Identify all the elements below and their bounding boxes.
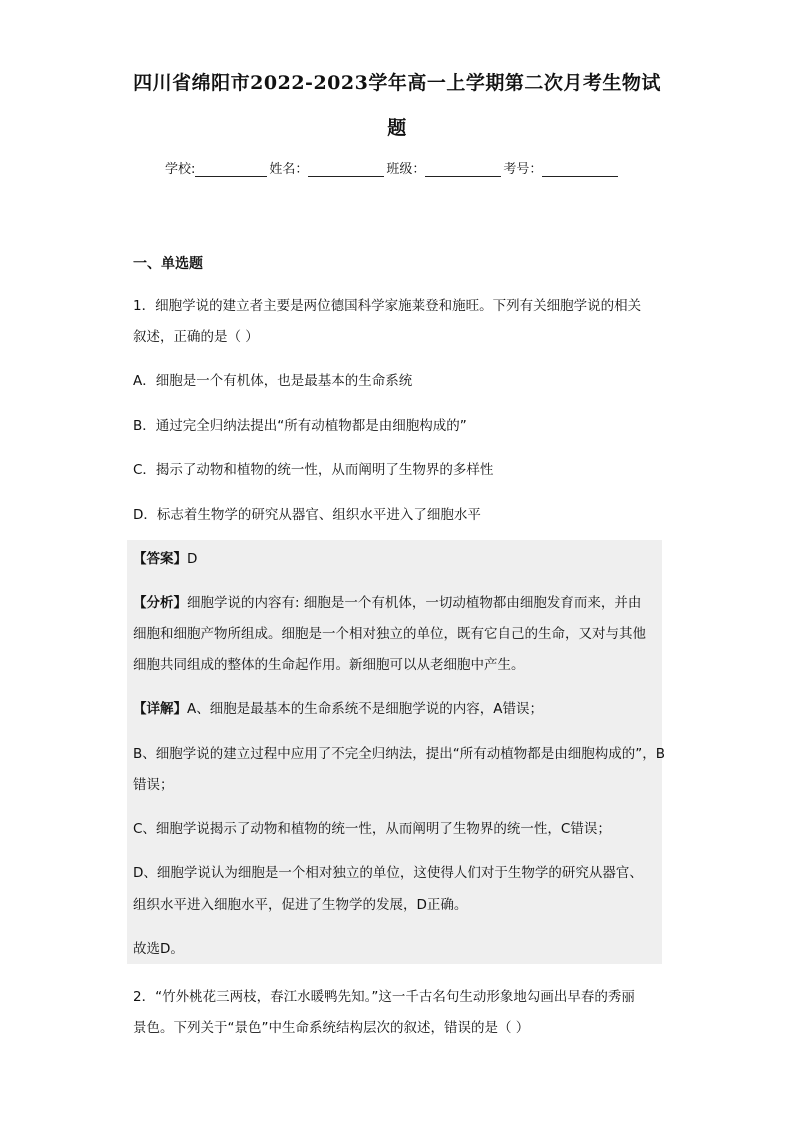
q1-answer xyxy=(133,547,197,567)
q2-stem-line1: 2．“竹外桃花三两枝，春江水暖鸭先知。”这一千古名句生动形象地勾画出早春的秀丽 xyxy=(133,989,635,1005)
student-info-row xyxy=(165,158,620,177)
q1-detail-b-line2: 错误； xyxy=(133,777,174,793)
name-label: 姓名： xyxy=(269,162,309,177)
q1-conclusion: 故选D。 xyxy=(133,941,184,957)
school-blank xyxy=(195,162,267,177)
class-blank xyxy=(425,162,501,177)
q1-detail-d-line1: D、细胞学说认为细胞是一个相对独立的单位，这使得人们对于生物学的研究从器官、 xyxy=(133,865,643,881)
analysis-label: 【分析】 xyxy=(133,595,187,611)
q1-detail-b-line1: B、细胞学说的建立过程中应用了不完全归纳法，提出“所有动植物都是由细胞构成的”，B xyxy=(133,746,666,762)
exam-title-line2: 题 xyxy=(387,117,407,139)
q1-option-d: D．标志着生物学的研究从器官、组织水平进入了细胞水平 xyxy=(133,507,481,523)
school-label: 学校: xyxy=(165,162,196,177)
answer-label: 【答案】 xyxy=(133,551,187,567)
class-label: 班级： xyxy=(386,162,426,177)
q1-option-c: C．揭示了动物和植物的统一性，从而阐明了生物界的多样性 xyxy=(133,462,494,478)
q1-option-b: B．通过完全归纳法提出“所有动植物都是由细胞构成的” xyxy=(133,418,467,434)
q1-detail-d-line2: 组织水平进入细胞水平，促进了生物学的发展，D正确。 xyxy=(133,897,468,913)
q1-option-a: A．细胞是一个有机体，也是最基本的生命系统 xyxy=(133,373,413,389)
q1-stem-line1: 1．细胞学说的建立者主要是两位德国科学家施莱登和施旺。下列有关细胞学说的相关 xyxy=(133,298,642,314)
exam-title-line1: 四川省绵阳市2022-2023学年高一上学期第二次月考生物试 xyxy=(133,72,661,94)
q1-analysis-line2: 细胞和细胞产物所组成。细胞是一个相对独立的单位，既有它自己的生命，又对与其他 xyxy=(133,626,646,642)
q1-analysis-line3: 细胞共同组成的整体的生命起作用。新细胞可以从老细胞中产生。 xyxy=(133,657,525,673)
detail-text: A、细胞是最基本的生命系统不是细胞学说的内容，A错误； xyxy=(187,701,543,717)
detail-label: 【详解】 xyxy=(133,701,187,717)
section-title: 一、单选题 xyxy=(133,256,203,272)
exam-no-label: 考号： xyxy=(503,162,543,177)
name-blank xyxy=(308,162,384,177)
analysis-text: 细胞学说的内容有: 细胞是一个有机体，一切动植物都由细胞发育而来，并由 xyxy=(187,595,642,611)
exam-no-blank xyxy=(542,162,618,177)
q2-stem-line2: 景色。下列关于“景色”中生命系统结构层次的叙述，错误的是（ ） xyxy=(133,1020,530,1036)
q1-detail-c: C、细胞学说揭示了动物和植物的统一性，从而阐明了生物界的统一性，C错误； xyxy=(133,821,611,837)
q1-stem-line2: 叙述，正确的是（ ） xyxy=(133,329,259,345)
q1-detail-line1 xyxy=(133,697,543,717)
answer-value: D xyxy=(187,551,198,567)
q1-analysis-line1 xyxy=(133,591,641,611)
